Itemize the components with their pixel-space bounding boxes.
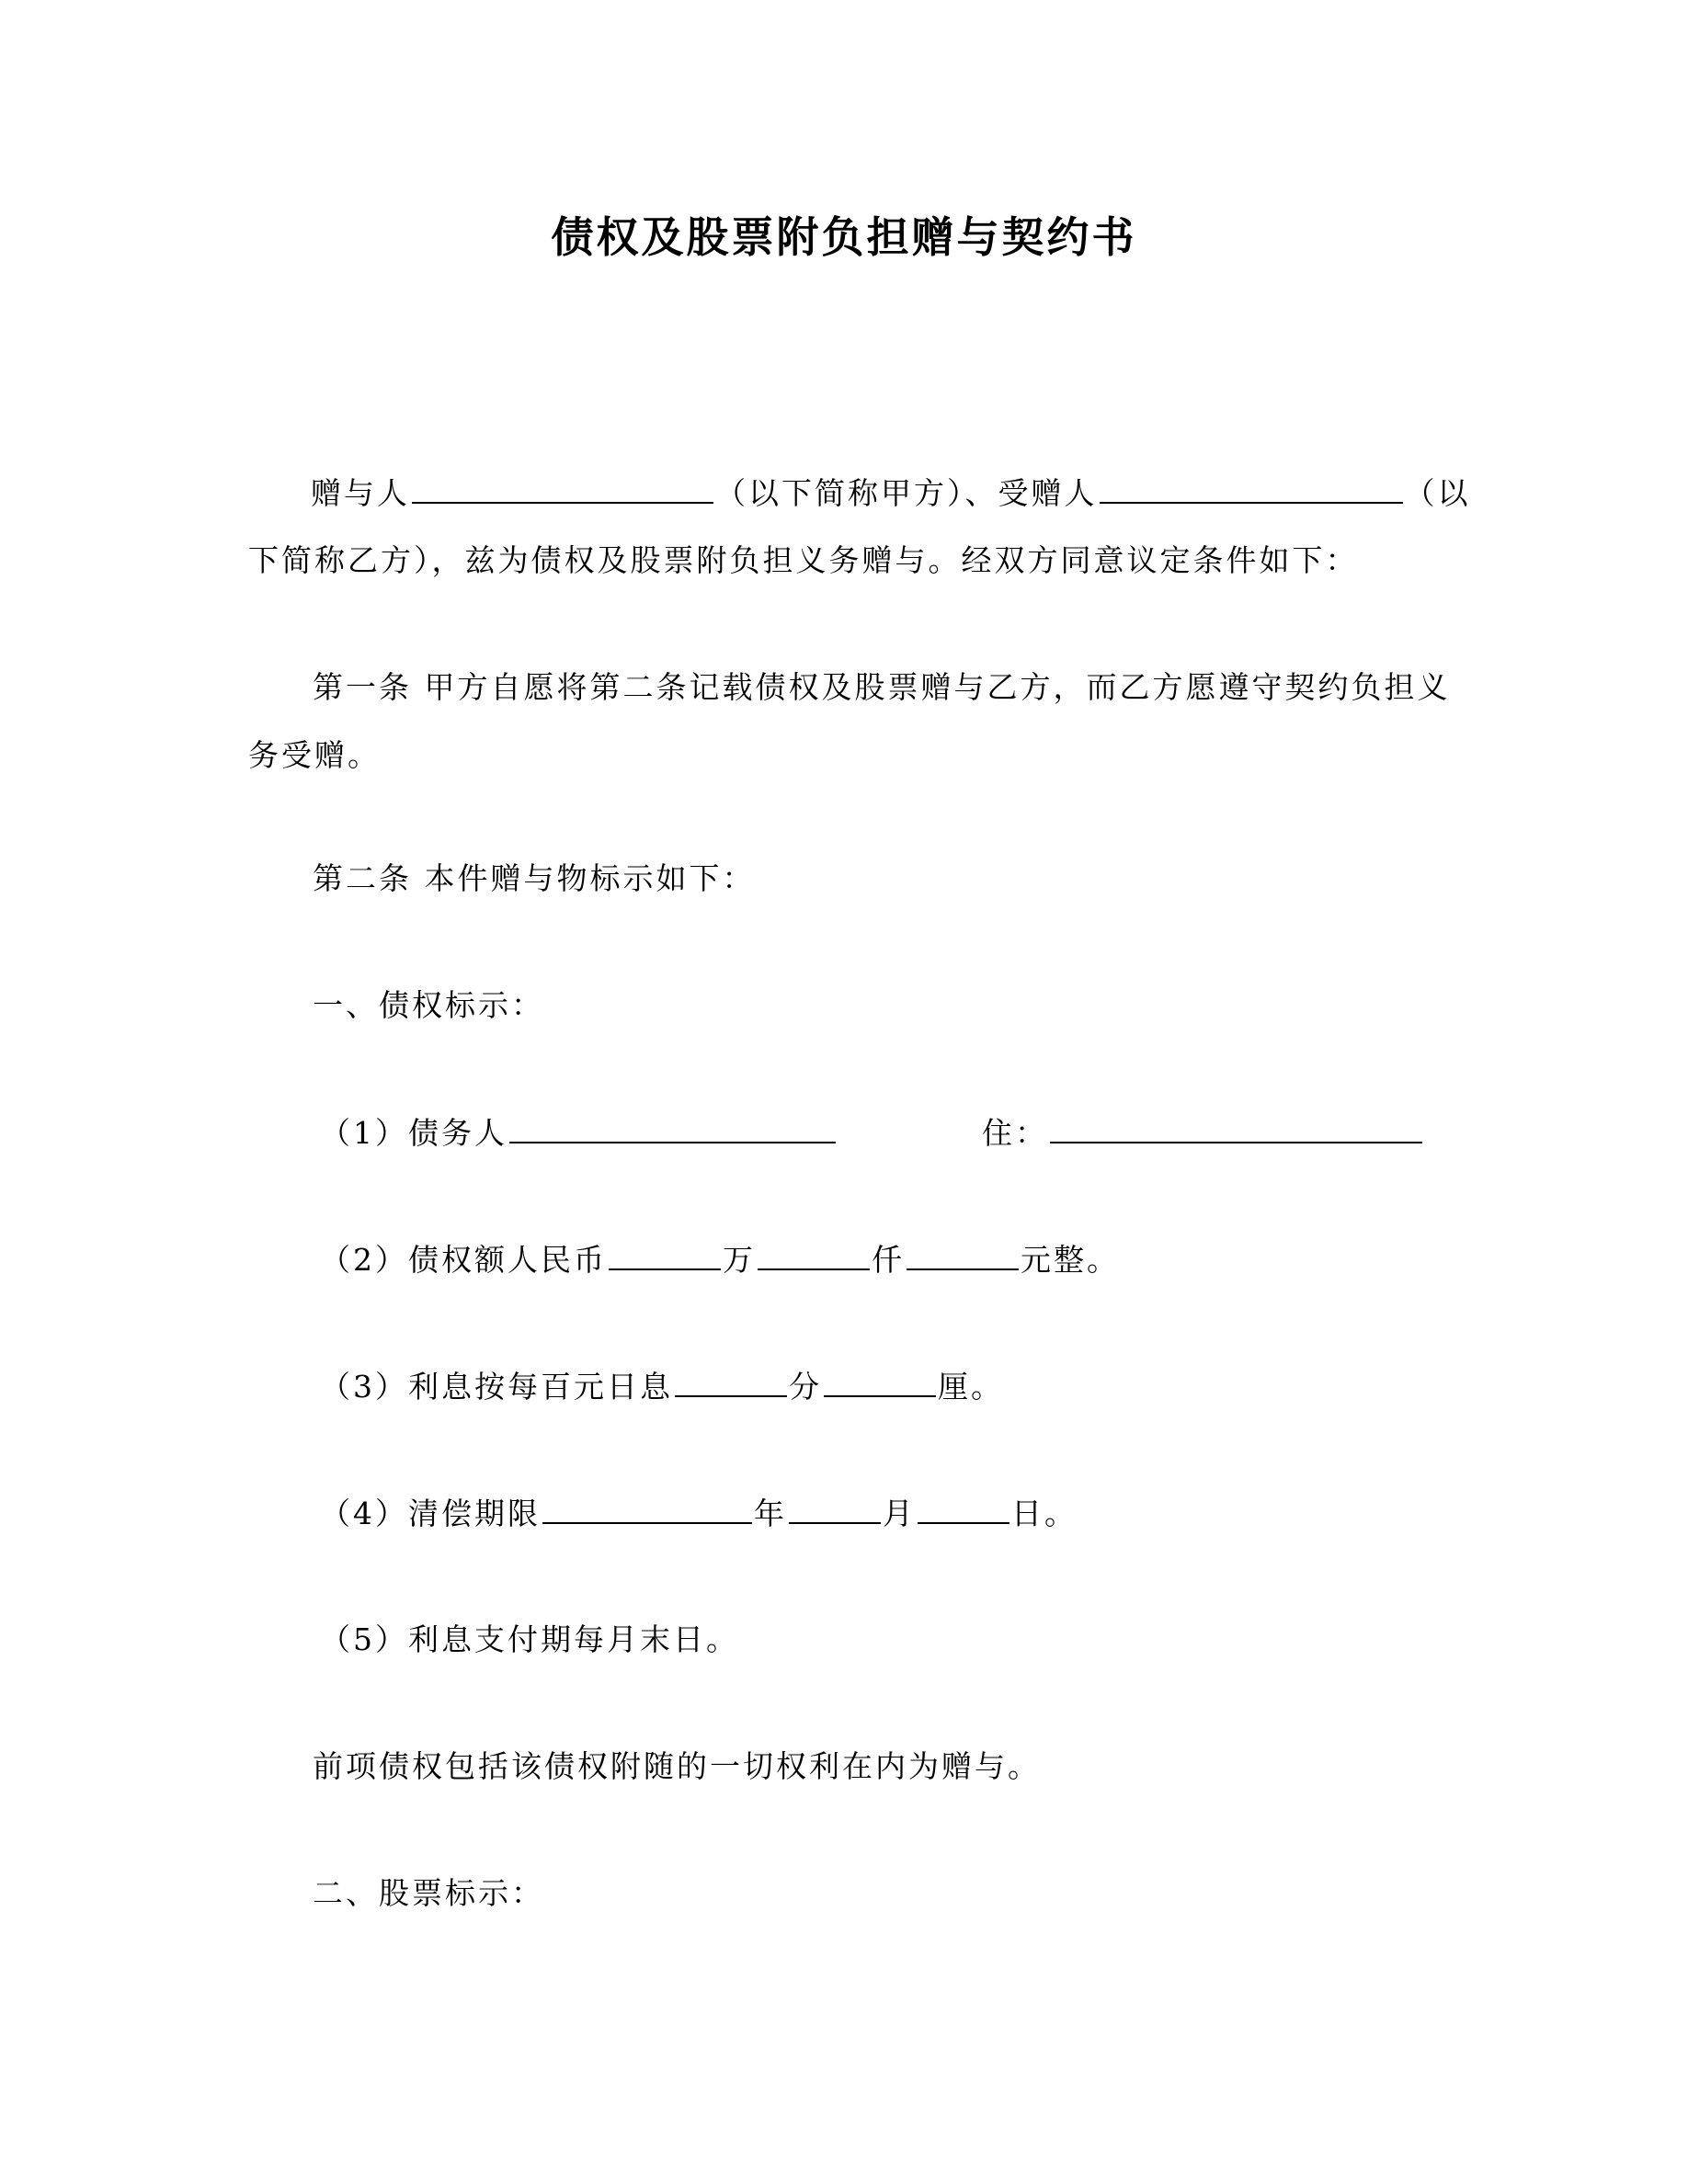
item-2-unit-2: 仟 (872, 1242, 905, 1278)
donee-name-field[interactable] (1100, 474, 1403, 504)
item-4-unit-1: 年 (754, 1496, 787, 1531)
amount-yuan-field[interactable] (907, 1241, 1019, 1270)
donor-suffix: （以下简称甲方）、受赠人 (715, 475, 1098, 511)
repayment-year-field[interactable] (542, 1495, 752, 1524)
repayment-day-field[interactable] (918, 1495, 1009, 1524)
document-title: 债权及股票附负担赠与契约书 (551, 212, 1137, 262)
debt-note: 前项债权包括该债权附随的一切权利在内为赠与。 (313, 1748, 1041, 1784)
item-2-unit-3: 元整。 (1021, 1242, 1120, 1278)
item-4-prefix: （4）清偿期限 (320, 1496, 541, 1531)
interest-fen-field[interactable] (675, 1368, 787, 1397)
repayment-month-field[interactable] (789, 1495, 881, 1524)
donee-suffix: （以 (1404, 475, 1471, 511)
item-4 (320, 1495, 1078, 1532)
interest-li-field[interactable] (824, 1368, 936, 1397)
donor-label: 赠与人 (311, 475, 410, 511)
article-1-line-1: 第一条 甲方自愿将第二条记载债权及股票赠与乙方，而乙方愿遵守契约负担义 (313, 669, 1451, 705)
preamble-line-2: 下简称乙方），兹为债权及股票附负担义务赠与。经双方同意议定条件如下： (248, 542, 1359, 578)
item-1-prefix: （1）债务人 (320, 1115, 508, 1151)
item-1 (320, 1114, 838, 1152)
item-1-address (982, 1114, 1424, 1152)
item-4-unit-2: 月 (883, 1496, 916, 1531)
item-5: （5）利息支付期每月末日。 (320, 1621, 739, 1657)
article-1-line-2: 务受赠。 (248, 737, 381, 773)
item-2-prefix: （2）债权额人民币 (320, 1242, 607, 1278)
item-3-unit-2: 厘。 (938, 1369, 1004, 1405)
item-4-unit-3: 日。 (1011, 1496, 1078, 1531)
item-3 (320, 1368, 1004, 1405)
donor-name-field[interactable] (412, 474, 713, 504)
section-1-heading: 一、债权标示： (313, 987, 544, 1023)
section-2-heading: 二、股票标示： (313, 1875, 544, 1911)
item-3-prefix: （3）利息按每百元日息 (320, 1369, 673, 1405)
amount-wan-field[interactable] (609, 1241, 721, 1270)
debtor-address-field[interactable] (1050, 1114, 1422, 1143)
item-3-unit-1: 分 (789, 1369, 822, 1405)
preamble-line-1 (311, 474, 1471, 512)
amount-qian-field[interactable] (758, 1241, 870, 1270)
article-2: 第二条 本件赠与物标示如下： (313, 860, 756, 896)
item-2 (320, 1241, 1120, 1279)
item-2-unit-1: 万 (723, 1242, 756, 1278)
address-label: 住： (982, 1115, 1048, 1151)
debtor-name-field[interactable] (509, 1114, 836, 1143)
